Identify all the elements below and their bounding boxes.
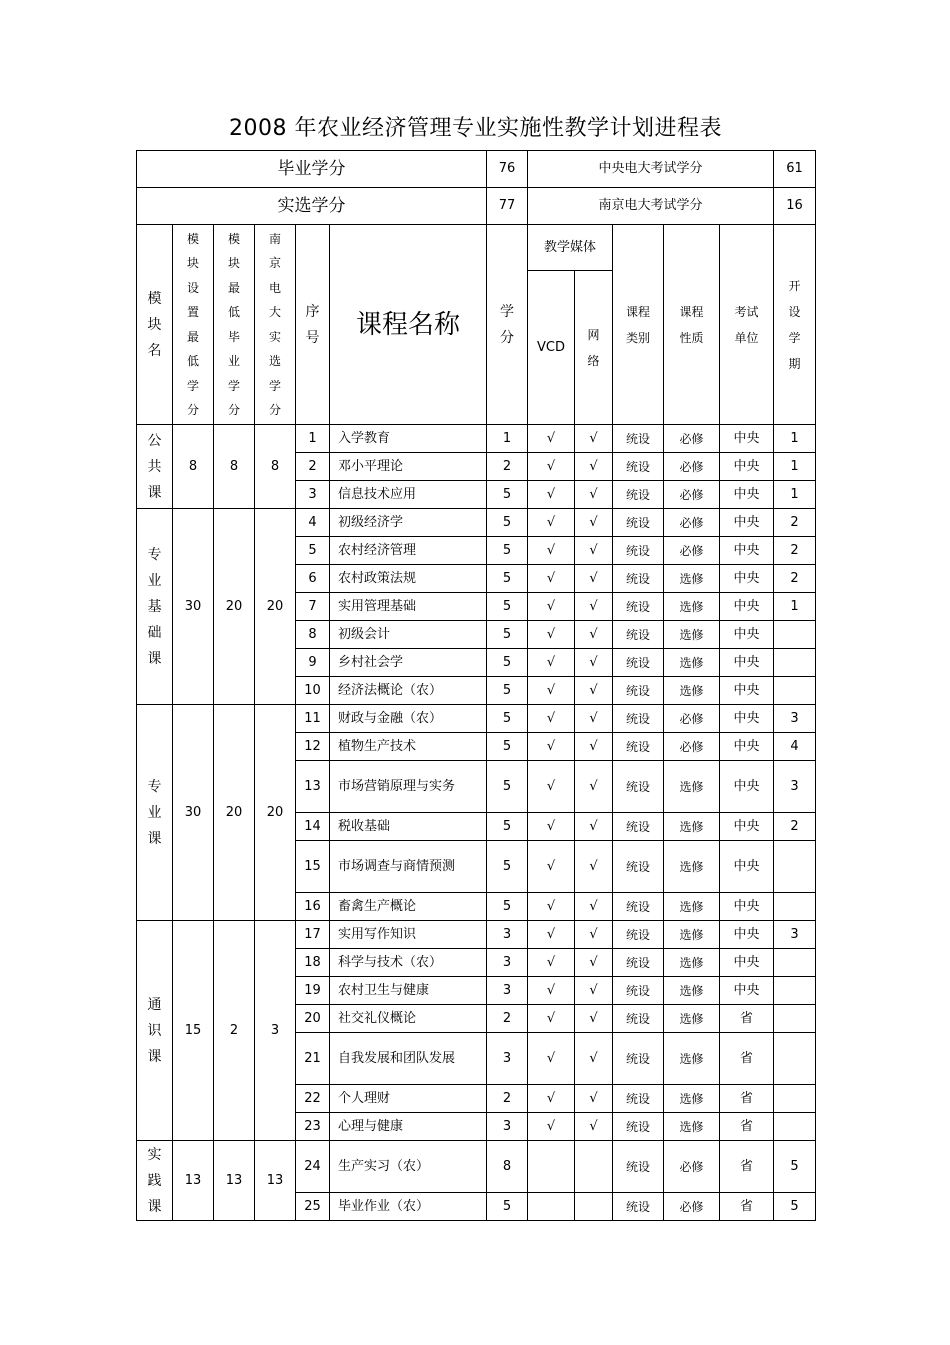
course-credit: 5 [487, 593, 528, 621]
course-vcd: √ [528, 481, 575, 509]
course-nature: 必修 [664, 705, 720, 733]
grad-credit-label: 毕业学分 [137, 151, 487, 188]
course-credit: 5 [487, 733, 528, 761]
course-vcd: √ [528, 1085, 575, 1113]
course-net: √ [575, 649, 613, 677]
course-semester: 4 [774, 733, 816, 761]
course-seq: 9 [296, 649, 330, 677]
course-nature: 选修 [664, 761, 720, 813]
course-category: 统设 [613, 537, 664, 565]
course-exam-unit: 中央 [720, 649, 774, 677]
course-credit: 5 [487, 1193, 528, 1221]
course-name: 个人理财 [330, 1085, 487, 1113]
course-name: 初级会计 [330, 621, 487, 649]
course-semester [774, 977, 816, 1005]
course-category: 统设 [613, 705, 664, 733]
course-seq: 5 [296, 537, 330, 565]
module-nj-credit: 8 [255, 425, 296, 509]
header-nature: 课程 性质 [664, 225, 720, 425]
header-vcd: VCD [528, 271, 575, 425]
course-semester [774, 1085, 816, 1113]
course-net: √ [575, 1085, 613, 1113]
course-exam-unit: 省 [720, 1085, 774, 1113]
course-nature: 选修 [664, 977, 720, 1005]
course-vcd: √ [528, 841, 575, 893]
course-nature: 选修 [664, 621, 720, 649]
course-category: 统设 [613, 649, 664, 677]
course-seq: 11 [296, 705, 330, 733]
course-credit: 8 [487, 1141, 528, 1193]
course-net: √ [575, 705, 613, 733]
course-credit: 5 [487, 481, 528, 509]
course-semester: 1 [774, 481, 816, 509]
elective-credit-value: 77 [487, 188, 528, 225]
course-net: √ [575, 621, 613, 649]
course-exam-unit: 中央 [720, 949, 774, 977]
course-name: 市场营销原理与实务 [330, 761, 487, 813]
table-row [137, 921, 816, 949]
course-seq: 14 [296, 813, 330, 841]
course-net: √ [575, 593, 613, 621]
course-nature: 必修 [664, 1141, 720, 1193]
module-nj-credit: 3 [255, 921, 296, 1141]
course-semester [774, 1113, 816, 1141]
course-name: 自我发展和团队发展 [330, 1033, 487, 1085]
course-exam-unit: 中央 [720, 481, 774, 509]
course-net [575, 1193, 613, 1221]
course-category: 统设 [613, 977, 664, 1005]
course-exam-unit: 省 [720, 1193, 774, 1221]
course-exam-unit: 省 [720, 1113, 774, 1141]
course-name: 科学与技术（农） [330, 949, 487, 977]
header-media: 教学媒体 [528, 225, 613, 271]
course-category: 统设 [613, 593, 664, 621]
course-semester: 3 [774, 921, 816, 949]
module-nj-credit: 20 [255, 705, 296, 921]
course-name: 农村政策法规 [330, 565, 487, 593]
course-seq: 15 [296, 841, 330, 893]
header-seq: 序 号 [296, 225, 330, 425]
course-semester: 5 [774, 1141, 816, 1193]
course-net: √ [575, 537, 613, 565]
central-exam-value: 61 [774, 151, 816, 188]
table-row [137, 425, 816, 453]
course-exam-unit: 中央 [720, 677, 774, 705]
course-nature: 必修 [664, 537, 720, 565]
course-seq: 6 [296, 565, 330, 593]
course-name: 入学教育 [330, 425, 487, 453]
course-nature: 选修 [664, 649, 720, 677]
course-nature: 必修 [664, 509, 720, 537]
module-min-credit: 8 [214, 425, 255, 509]
course-seq: 17 [296, 921, 330, 949]
course-vcd: √ [528, 453, 575, 481]
course-name: 农村卫生与健康 [330, 977, 487, 1005]
course-exam-unit: 中央 [720, 453, 774, 481]
course-vcd: √ [528, 1033, 575, 1085]
course-nature: 选修 [664, 1085, 720, 1113]
course-net [575, 1141, 613, 1193]
course-credit: 5 [487, 893, 528, 921]
course-vcd: √ [528, 649, 575, 677]
course-category: 统设 [613, 1033, 664, 1085]
course-credit: 5 [487, 537, 528, 565]
course-seq: 1 [296, 425, 330, 453]
header-net: 网 络 [575, 271, 613, 425]
course-nature: 选修 [664, 593, 720, 621]
course-vcd: √ [528, 949, 575, 977]
course-vcd [528, 1141, 575, 1193]
course-seq: 8 [296, 621, 330, 649]
course-nature: 选修 [664, 1005, 720, 1033]
course-exam-unit: 中央 [720, 761, 774, 813]
course-seq: 19 [296, 977, 330, 1005]
course-vcd: √ [528, 593, 575, 621]
course-net: √ [575, 893, 613, 921]
course-nature: 选修 [664, 1113, 720, 1141]
module-name: 实 践 课 [137, 1141, 173, 1221]
course-net: √ [575, 453, 613, 481]
course-vcd: √ [528, 761, 575, 813]
module-set-credit: 30 [173, 509, 214, 705]
course-name: 税收基础 [330, 813, 487, 841]
module-name: 通 识 课 [137, 921, 173, 1141]
course-seq: 10 [296, 677, 330, 705]
course-semester: 5 [774, 1193, 816, 1221]
course-exam-unit: 省 [720, 1033, 774, 1085]
course-exam-unit: 中央 [720, 733, 774, 761]
header-nanjing: 南 京 电 大 实 选 学 分 [255, 225, 296, 425]
course-exam-unit: 中央 [720, 813, 774, 841]
course-vcd: √ [528, 1113, 575, 1141]
course-semester: 2 [774, 509, 816, 537]
header-semester: 开 设 学 期 [774, 225, 816, 425]
course-net: √ [575, 1005, 613, 1033]
course-exam-unit: 中央 [720, 921, 774, 949]
course-exam-unit: 中央 [720, 509, 774, 537]
course-category: 统设 [613, 813, 664, 841]
course-vcd: √ [528, 677, 575, 705]
course-exam-unit: 中央 [720, 977, 774, 1005]
course-semester [774, 1033, 816, 1085]
course-credit: 5 [487, 841, 528, 893]
course-category: 统设 [613, 621, 664, 649]
course-exam-unit: 中央 [720, 621, 774, 649]
course-name: 农村经济管理 [330, 537, 487, 565]
course-net: √ [575, 677, 613, 705]
module-min-credit: 2 [214, 921, 255, 1141]
course-seq: 13 [296, 761, 330, 813]
course-nature: 选修 [664, 1033, 720, 1085]
course-name: 畜禽生产概论 [330, 893, 487, 921]
course-exam-unit: 中央 [720, 537, 774, 565]
course-credit: 5 [487, 621, 528, 649]
course-nature: 选修 [664, 893, 720, 921]
module-min-credit: 20 [214, 705, 255, 921]
header-credit: 学 分 [487, 225, 528, 425]
course-net: √ [575, 733, 613, 761]
module-set-credit: 15 [173, 921, 214, 1141]
course-seq: 20 [296, 1005, 330, 1033]
module-min-credit: 13 [214, 1141, 255, 1221]
course-nature: 必修 [664, 481, 720, 509]
course-credit: 3 [487, 1113, 528, 1141]
course-exam-unit: 中央 [720, 893, 774, 921]
course-net: √ [575, 481, 613, 509]
course-credit: 5 [487, 677, 528, 705]
header-module-min: 模 块 最 低 毕 业 学 分 [214, 225, 255, 425]
course-category: 统设 [613, 921, 664, 949]
course-net: √ [575, 761, 613, 813]
module-set-credit: 30 [173, 705, 214, 921]
course-semester: 3 [774, 761, 816, 813]
course-exam-unit: 中央 [720, 425, 774, 453]
table-row [137, 509, 816, 537]
module-name: 公 共 课 [137, 425, 173, 509]
course-name: 实用写作知识 [330, 921, 487, 949]
central-exam-label: 中央电大考试学分 [528, 151, 774, 188]
module-min-credit: 20 [214, 509, 255, 705]
course-semester: 1 [774, 593, 816, 621]
course-category: 统设 [613, 1005, 664, 1033]
course-semester: 3 [774, 705, 816, 733]
elective-credit-label: 实选学分 [137, 188, 487, 225]
header-course-name: 课程名称 [330, 225, 487, 425]
course-credit: 3 [487, 977, 528, 1005]
course-nature: 选修 [664, 841, 720, 893]
course-category: 统设 [613, 509, 664, 537]
course-name: 乡村社会学 [330, 649, 487, 677]
module-name: 专 业 基 础 课 [137, 509, 173, 705]
course-net: √ [575, 1033, 613, 1085]
module-nj-credit: 13 [255, 1141, 296, 1221]
course-nature: 选修 [664, 565, 720, 593]
course-nature: 必修 [664, 1193, 720, 1221]
course-name: 植物生产技术 [330, 733, 487, 761]
course-category: 统设 [613, 1193, 664, 1221]
course-seq: 16 [296, 893, 330, 921]
course-seq: 23 [296, 1113, 330, 1141]
course-seq: 2 [296, 453, 330, 481]
course-name: 生产实习（农） [330, 1141, 487, 1193]
course-seq: 3 [296, 481, 330, 509]
course-category: 统设 [613, 841, 664, 893]
course-exam-unit: 省 [720, 1005, 774, 1033]
course-nature: 选修 [664, 949, 720, 977]
course-category: 统设 [613, 1113, 664, 1141]
course-category: 统设 [613, 425, 664, 453]
course-semester [774, 1005, 816, 1033]
course-vcd: √ [528, 425, 575, 453]
course-exam-unit: 中央 [720, 705, 774, 733]
course-semester [774, 841, 816, 893]
course-exam-unit: 中央 [720, 593, 774, 621]
course-credit: 5 [487, 509, 528, 537]
course-credit: 3 [487, 921, 528, 949]
course-net: √ [575, 1113, 613, 1141]
grad-credit-value: 76 [487, 151, 528, 188]
module-name: 专 业 课 [137, 705, 173, 921]
course-exam-unit: 省 [720, 1141, 774, 1193]
course-category: 统设 [613, 761, 664, 813]
course-seq: 4 [296, 509, 330, 537]
course-net: √ [575, 841, 613, 893]
header-exam-unit: 考试 单位 [720, 225, 774, 425]
course-credit: 2 [487, 453, 528, 481]
course-name: 毕业作业（农） [330, 1193, 487, 1221]
header-module: 模 块 名 [137, 225, 173, 425]
course-name: 心理与健康 [330, 1113, 487, 1141]
course-name: 经济法概论（农） [330, 677, 487, 705]
course-semester: 2 [774, 565, 816, 593]
course-name: 财政与金融（农） [330, 705, 487, 733]
course-vcd: √ [528, 813, 575, 841]
course-semester [774, 677, 816, 705]
course-semester [774, 949, 816, 977]
course-net: √ [575, 921, 613, 949]
course-semester [774, 621, 816, 649]
course-category: 统设 [613, 453, 664, 481]
course-credit: 3 [487, 1033, 528, 1085]
course-vcd: √ [528, 565, 575, 593]
course-category: 统设 [613, 677, 664, 705]
course-credit: 5 [487, 705, 528, 733]
course-exam-unit: 中央 [720, 565, 774, 593]
course-credit: 2 [487, 1005, 528, 1033]
course-semester: 1 [774, 425, 816, 453]
course-exam-unit: 中央 [720, 841, 774, 893]
course-category: 统设 [613, 1141, 664, 1193]
course-credit: 5 [487, 761, 528, 813]
course-semester [774, 649, 816, 677]
course-name: 信息技术应用 [330, 481, 487, 509]
course-net: √ [575, 977, 613, 1005]
course-credit: 5 [487, 649, 528, 677]
course-vcd: √ [528, 621, 575, 649]
nanjing-exam-value: 16 [774, 188, 816, 225]
course-category: 统设 [613, 565, 664, 593]
course-name: 社交礼仪概论 [330, 1005, 487, 1033]
course-vcd: √ [528, 509, 575, 537]
course-credit: 3 [487, 949, 528, 977]
course-credit: 1 [487, 425, 528, 453]
course-net: √ [575, 813, 613, 841]
course-vcd: √ [528, 705, 575, 733]
module-nj-credit: 20 [255, 509, 296, 705]
page-title: 2008 年农业经济管理专业实施性教学计划进程表 [229, 116, 722, 141]
course-category: 统设 [613, 949, 664, 977]
table-row [137, 705, 816, 733]
nanjing-exam-label: 南京电大考试学分 [528, 188, 774, 225]
course-category: 统设 [613, 893, 664, 921]
course-nature: 选修 [664, 813, 720, 841]
course-nature: 必修 [664, 425, 720, 453]
course-vcd: √ [528, 977, 575, 1005]
course-seq: 24 [296, 1141, 330, 1193]
course-credit: 5 [487, 813, 528, 841]
course-seq: 25 [296, 1193, 330, 1221]
course-seq: 12 [296, 733, 330, 761]
course-net: √ [575, 425, 613, 453]
course-vcd: √ [528, 537, 575, 565]
header-module-set: 模 块 设 置 最 低 学 分 [173, 225, 214, 425]
module-set-credit: 8 [173, 425, 214, 509]
header-category: 课程 类别 [613, 225, 664, 425]
course-vcd: √ [528, 893, 575, 921]
course-vcd [528, 1193, 575, 1221]
course-nature: 选修 [664, 677, 720, 705]
course-semester: 1 [774, 453, 816, 481]
course-vcd: √ [528, 733, 575, 761]
course-vcd: √ [528, 921, 575, 949]
course-credit: 2 [487, 1085, 528, 1113]
course-name: 初级经济学 [330, 509, 487, 537]
course-credit: 5 [487, 565, 528, 593]
course-vcd: √ [528, 1005, 575, 1033]
table-row [137, 1141, 816, 1193]
plan-table [136, 150, 816, 1221]
course-nature: 必修 [664, 733, 720, 761]
course-name: 实用管理基础 [330, 593, 487, 621]
course-seq: 18 [296, 949, 330, 977]
course-nature: 选修 [664, 921, 720, 949]
course-category: 统设 [613, 1085, 664, 1113]
course-net: √ [575, 509, 613, 537]
course-semester [774, 893, 816, 921]
course-name: 邓小平理论 [330, 453, 487, 481]
course-name: 市场调查与商情预测 [330, 841, 487, 893]
course-net: √ [575, 565, 613, 593]
module-set-credit: 13 [173, 1141, 214, 1221]
course-category: 统设 [613, 481, 664, 509]
course-semester: 2 [774, 813, 816, 841]
course-seq: 7 [296, 593, 330, 621]
course-seq: 22 [296, 1085, 330, 1113]
course-nature: 必修 [664, 453, 720, 481]
course-seq: 21 [296, 1033, 330, 1085]
course-net: √ [575, 949, 613, 977]
course-category: 统设 [613, 733, 664, 761]
course-semester: 2 [774, 537, 816, 565]
